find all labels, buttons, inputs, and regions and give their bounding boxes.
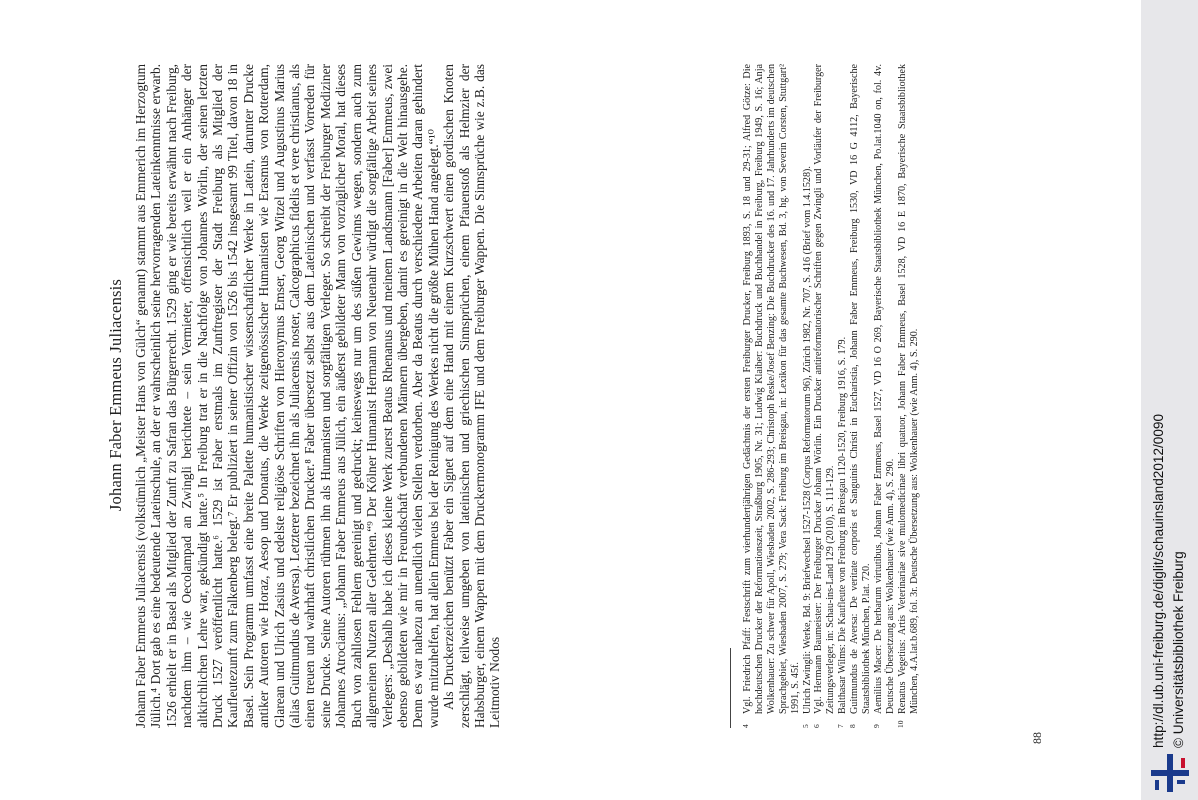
footnote-number: 8 bbox=[848, 724, 858, 728]
footnote-number: 4 bbox=[741, 724, 750, 728]
footnote-number: 5 bbox=[800, 724, 810, 728]
copyright-text: © Universitätsbibliothek Freiburg bbox=[1171, 551, 1186, 748]
ub-freiburg-logo-icon bbox=[1147, 752, 1193, 794]
library-sidebar-strip bbox=[1141, 0, 1198, 800]
footnote-text: Vgl. Hermann Baumeister: Der Freiburger Drucker Johann Wörlin. Ein Drucker antireformatorischer Schriften gegen Zwingli und Vorläufer der Freiburger Zeitungsverleger, in: Schau-ins-Land 129 (2010), S. 111-129. bbox=[813, 64, 837, 714]
footnote bbox=[813, 64, 837, 728]
footnote-number: 10 bbox=[895, 720, 905, 728]
footnote-text: Vgl. Friedrich Pfaff: Festschrift zum vierhundertjährigen Gedächtnis der ersten Freiburger Drucker, Freiburg 1893, S. 18 und 29-31; Alfred Götze: Die hochdeutschen Drucker der Reformationszeit, Straßburg 1905, Nr. 31; Ludwig Klaiber: Buchdruck und Buchhandel in Freiburg, Freiburg 1949, S. 16; Anja Wolkenhauer: Zu schwer für Apoll, Wiesbaden 2002, S. 286-293; Christoph Reske/Josef Benzing: Die Buchdrucker des 16. und 17. Jahrhunderts im deutschen Sprachgebiet, Wiesbaden 2007, S. 279; Vera Sack: Freiburg im Breisgau, in: Lexikon für das gesamte Buchwesen, Bd. 3, hg. von Severin Corsten, Stuttgart² 1991, S. 45f. bbox=[742, 64, 801, 714]
footnotes bbox=[742, 64, 921, 728]
footnote-text: Ulrich Zwingli: Werke, Bd. 9: Briefwechsel 1527-1528 (Corpus Reformatorum 96), Zürich 1982, Nr. 707, S. 416 (Brief vom 1.4.1528). bbox=[801, 166, 813, 714]
body-paragraph-2: Als Druckerzeichen benützt Faber ein Signet auf dem eine Hand mit einem Kurzschwert einen gordischen Knoten zerschlägt, teilweise umgeben von lateinischen und griechischen Sinnsprüchen, einem Pfauenstoß als Helmzier der Habsburger, einem Wappen mit dem Druckermonogramm IFE und dem Freiburger Wappen. Die Sinnsprüche wie z.B. das Leitmotiv Nodos bbox=[441, 64, 503, 728]
running-header: Johann Faber Emmeus Juliacensis bbox=[106, 278, 125, 512]
page-number: 88 bbox=[1030, 732, 1044, 744]
footnote bbox=[742, 64, 802, 728]
footnote-text: Aemilius Macer: De herbarum virtutibus, Johann Faber Emmeus, Basel 1527, VD 16 O 269, Bayerische Staatsbibliothek München, Po.lat.1040 on, fol. 4v. Deutsche Übersetzung aus: Wolkenhauer (wie Anm. 4), S. 290. bbox=[872, 64, 896, 714]
footnote-number: 7 bbox=[836, 724, 846, 728]
source-url-link[interactable]: http://dl.ub.uni-freiburg.de/diglit/schauinsland2012/0090 bbox=[1151, 413, 1166, 748]
footnote-number: 9 bbox=[871, 724, 881, 728]
footnote-rule bbox=[730, 648, 731, 728]
body-paragraph-1: Johann Faber Emmeus Juliacensis (volkstümlich „Meister Hans von Gülch“ genannt) stammt aus Emmerich im Herzogtum Jülich.⁴ Dort gab es eine bedeutende Lateinschule, an der er wahrscheinlich seine hervorragenden Lateinkenntnisse erwarb. 1526 erhielt er in Basel als Mitglied der Zunft zu Safran das Bürgerrecht. 1529 ging er wie bereits erwähnt nach Freiburg, nachdem ihm – wie Oecolampad an Zwingli berichtete – sein Vermieter, offensichtlich weil er ein Anhänger der altkirchlichen Lehre war, gekündigt hatte.⁵ In Freiburg trat er in die Nachfolge von Johannes Wörlin, der seinen letzten Druck 1527 veröffentlicht hatte.⁶ 1529 ist Faber erstmals im Zunftregister der Stadt Freiburg als Mitglied der Kaufleutezunft zum Falkenberg belegt.⁷ Er publiziert in seiner Offizin von 1526 bis 1542 insgesamt 99 Titel, davon 18 in Basel. Sein Programm umfasst eine breite Palette humanistischer wissenschaftlicher Werke in Latein, darunter Drucke antiker Autoren wie Horaz, Aesop und Donatus, die Werke zeitgenössischer Humanisten wie Erasmus von Rotterdam, Glarean und Ulrich Zasius und edelste religiöse Schriften von Hieronymus Emser, Georg Witzel und Augustinus Marius (alias Guitmundus de Aversa). Letzterer bezeichnet ihn als Juliacensis noster, Calcographicus fidelis et vere christianus, als einen treuen und wahrhaft christlichen Drucker.⁸ Faber übersetzt selbst aus dem Lateinischen und verfasst Vorreden für seine Drucke. Seine Autoren rühmen ihn als Humanisten und sorgfältigen Verleger. So schreibt der Freiburger Mediziner Johannes Atrocianus: „Johann Faber Emmeus aus Jülich, ein äußerst gebildeter Mann von vorzüglicher Moral, hat dieses Buch von zahllosen Fehlern gereinigt und gedruckt; keineswegs nur um des süßen Gewinns wegen, sondern auch zum allgemeinen Nutzen aller Gelehrten.“⁹ Der Kölner Humanist Hermann von Neuenahr würdigt die sorgfältige Arbeit seines Verlegers: „Deshalb habe ich dieses kleine Werk zuerst Beatus Rhenanus und meinem Landsmann [Faber] Emmeus, zwei ebenso gebildeten wie mir in Freundschaft verbundenen Männern übergeben, damit es gereinigt in die Welt hinausgehe. Denn es war nahezu an unendlich vielen Stellen verdorben. Aber da Beatus durch verschiedene Arbeiten daran gehindert wurde mitzuhelfen, hat allein Emmeus bei der Reinigung des Werkes nicht die größte Mühen Hand angelegt.“¹⁰ bbox=[133, 64, 441, 728]
footnote-number: 6 bbox=[812, 724, 822, 728]
body-text bbox=[133, 64, 503, 728]
footnote bbox=[837, 64, 849, 728]
footnote bbox=[873, 64, 897, 728]
footnote bbox=[897, 64, 921, 728]
footnote-text: Guitmundus de Aversa: De veritate corporis et Sanguinis Christi in Eucharistia, Johann Faber Emmeus, Freiburg 1530, VD 16 G 4112, Bayerische Staatsbibliothek München, P.lat. 720. bbox=[849, 64, 873, 714]
footnote bbox=[849, 64, 873, 728]
footnote-text: Balthasar Wilms: Die Kaufleute von Freiburg im Breisgau 1120-1520, Freiburg 1916, S. 179. bbox=[837, 336, 849, 714]
footnote-text: Renatus Vegetius: Artis Veterinariae sive mulomedicinae libri quatuor, Johann Faber Emmeus, Basel 1528, VD 16 E 1870, Bayerische Staatsbibliothek München, 4.A.lat.b.689, fol. 3r. Deutsche Übersetzung aus: Wolkenhauer (wie Anm. 4), S. 290. bbox=[896, 64, 920, 714]
footnote bbox=[802, 64, 814, 728]
